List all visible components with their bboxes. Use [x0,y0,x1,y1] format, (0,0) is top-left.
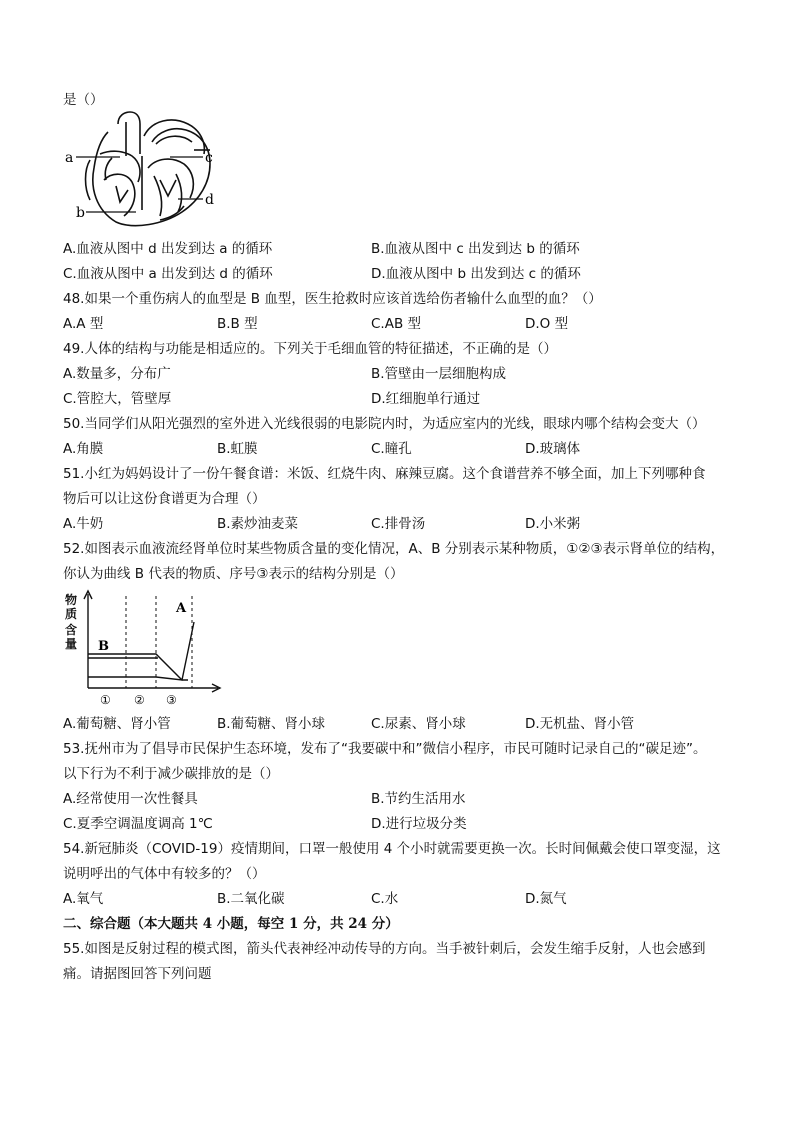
section-heading: 二、综合题（本大题共 4 小题，每空 1 分，共 24 分） [63,916,399,932]
q47-option-b: B.血液从图中 c 出发到达 b 的循环 [371,241,580,257]
region-1-label: ① [100,693,111,707]
q48-option-c: C.AB 型 [371,316,422,332]
q53-stem-line2: 以下行为不利于减少碳排放的是（） [63,766,279,782]
ylabel-char-1: 物 [65,593,78,607]
ylabel-char-4: 量 [65,637,78,651]
ylabel-char-2: 质 [65,607,78,621]
q54-stem-line1: 54.新冠肺炎（COVID-19）疫情期间，口罩一般使用 4 个小时就需要更换一次。长时间佩戴会使口罩变湿，这 [63,841,721,857]
q52-option-a: A.葡萄糖、肾小管 [63,716,171,732]
q49-option-a: A.数量多，分布广 [63,366,171,382]
label-c: c [205,150,213,166]
q48-option-a: A.A 型 [63,316,104,332]
q51-option-d: D.小米粥 [525,516,581,532]
curve-a-label: A [176,601,187,616]
q52-stem-line2: 你认为曲线 B 代表的物质、序号③表示的结构分别是（） [63,566,404,582]
q49-option-d: D.红细胞单行通过 [371,391,481,407]
q52-option-c: C.尿素、肾小球 [371,716,466,732]
kidney-substance-chart [60,588,230,710]
heart-diagram [60,110,225,232]
q54-option-b: B.二氧化碳 [217,891,285,907]
q53-option-a: A.经常使用一次性餐具 [63,791,198,807]
q51-stem-line2: 物后可以让这份食谱更为合理（） [63,491,266,507]
q47-option-d: D.血液从图中 b 出发到达 c 的循环 [371,266,581,282]
q54-option-c: C.水 [371,891,399,907]
q49-option-b: B.管壁由一层细胞构成 [371,366,507,382]
q51-option-b: B.素炒油麦菜 [217,516,299,532]
q54-option-d: D.氮气 [525,891,567,907]
q54-option-a: A.氧气 [63,891,104,907]
q50-stem: 50.当同学们从阳光强烈的室外进入光线很弱的电影院内时，为适应室内的光线，眼球内哪个结构会变大（） [63,416,706,432]
q50-option-c: C.瞳孔 [371,441,412,457]
q49-stem: 49.人体的结构与功能是相适应的。下列关于毛细血管的特征描述，不正确的是（） [63,341,557,357]
q53-option-d: D.进行垃圾分类 [371,816,467,832]
q50-option-a: A.角膜 [63,441,104,457]
region-3-label: ③ [166,693,177,707]
q51-option-c: C.排骨汤 [371,516,426,532]
q54-stem-line2: 说明呼出的气体中有较多的？（） [63,866,266,882]
q49-option-c: C.管腔大，管壁厚 [63,391,172,407]
q51-stem-line1: 51.小红为妈妈设计了一份午餐食谱：米饭、红烧牛肉、麻辣豆腐。这个食谱营养不够全面，加上下列哪种食 [63,466,706,482]
q48-stem: 48.如果一个重伤病人的血型是 B 血型，医生抢救时应该首选给伤者输什么血型的血？（） [63,291,602,307]
q53-option-c: C.夏季空调温度调高 1℃ [63,816,213,832]
q50-option-d: D.玻璃体 [525,441,581,457]
label-d: d [205,192,214,208]
label-b: b [76,205,85,221]
q47-option-c: C.血液从图中 a 出发到达 d 的循环 [63,266,273,282]
ylabel-char-3: 含 [65,623,78,637]
q53-option-b: B.节约生活用水 [371,791,466,807]
q52-stem-line1: 52.如图表示血液流经肾单位时某些物质含量的变化情况，A、B 分别表示某种物质，①②③表示肾单位的结构， [63,541,725,557]
q51-option-a: A.牛奶 [63,516,104,532]
curve-b-label: B [98,639,109,654]
q55-stem-line1: 55.如图是反射过程的模式图，箭头代表神经冲动传导的方向。当手被针刺后，会发生缩手反射，人也会感到 [63,941,706,957]
q55-stem-line2: 痛。请据图回答下列问题 [63,966,212,982]
q48-option-b: B.B 型 [217,316,258,332]
q47-stem-tail: 是（） [63,92,104,108]
label-a: a [65,150,74,166]
q50-option-b: B.虹膜 [217,441,258,457]
q53-stem-line1: 53.抚州市为了倡导市民保护生态环境，发布了“我要碳中和”微信小程序，市民可随时记录自己的“碳足迹”。 [63,741,707,757]
region-2-label: ② [134,693,145,707]
q47-option-a: A.血液从图中 d 出发到达 a 的循环 [63,241,273,257]
q52-option-d: D.无机盐、肾小管 [525,716,635,732]
q48-option-d: D.O 型 [525,316,569,332]
q52-option-b: B.葡萄糖、肾小球 [217,716,326,732]
